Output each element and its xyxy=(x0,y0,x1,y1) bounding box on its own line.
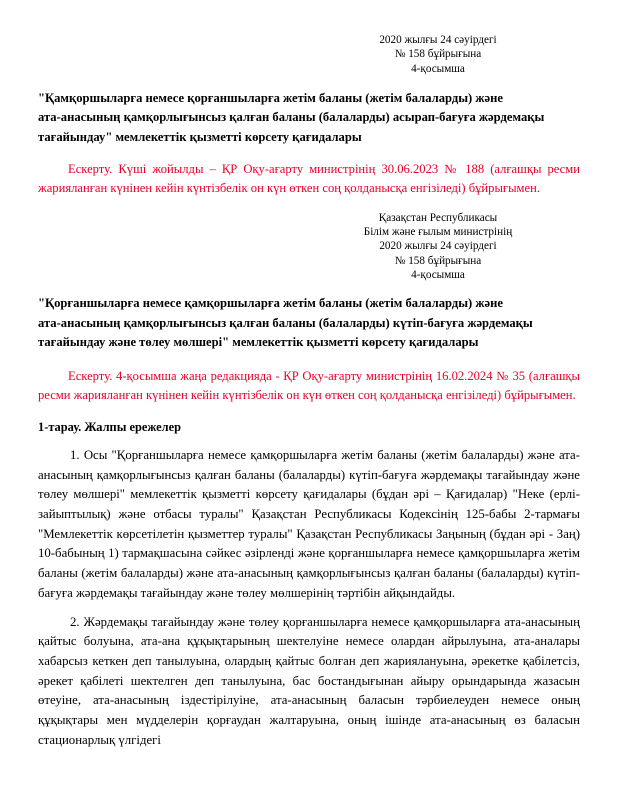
paragraph-2: 2. Жәрдемақы тағайындау және төлеу қорғаншыларға немесе қамқоршыларға ата-анасының қайтыс болуына, ата-ана құқықтарының шектелуіне немесе олардан айрылуына, ата-аналары хабарсыз кеткен деп танылуына, олардың қайтыс болған деп жариялануына, әрекетке қабілетсіз, әрекет қабілеті шектелген деп танылуына, бас бостандығынан айыру орындарында жазасын өтеуіне, ата-анасының іздестірілуіне, ата-анасының баласын тәрбиелеуден немесе оның құқықтары мен мүдделерін қорғаудан жалтаруына, оның ішінде ата-анасының өз баласын стационарлық үлгідегі xyxy=(38,614,580,747)
header-ref-1-line-3: 4-қосымша xyxy=(411,62,465,75)
header-reference-block-2 xyxy=(38,211,580,282)
document-title-1 xyxy=(38,89,580,148)
header-ref-2-line-1: Қазақстан Республикасы xyxy=(378,211,498,224)
spacer-between-paragraphs xyxy=(38,604,580,613)
spacer-after-ref-1 xyxy=(38,76,580,89)
header-reference-block-1-inner xyxy=(379,33,496,76)
paragraph-1: 1. Осы "Қорғаншыларға немесе қамқоршыларға жетім баланы (жетім балаларды) және ата-анасының қамқорлығынсыз қалған баланы (балаларды) күтіп-бағуға жәрдемақы тағайындау және төлеу мөлшері" мемлекеттік қызметті көрсету қағидалары (бұдан әрі – Қағидалар) "Неке (ерлі-зайыптылық) және отбасы туралы" Қазақстан Республикасы Кодексінің 125-бабы 2-тармағы "Мемлекеттік көрсетілетін қызметтер туралы" Қазақстан Республикасы Заңының (бұдан әрі - Заң) 10-бабының 1) тармақшасына сәйкес әзірленді және қорғаншыларға немесе қамқоршыларға жетім баланы (жетім балаларды) және ата-анасының қамқорлығынсыз қалған баланы (балаларды) күтіп-бағуға жәрдемақы тағайындау және төлеу мөлшерінің тәртібін айқындайды. xyxy=(38,447,580,600)
header-ref-1-line-2: № 158 бұйрығына xyxy=(394,48,482,61)
document-title-2-line-3: тағайындау және төлеу мөлшері" мемлекеттік қызметті көрсету қағидалары xyxy=(38,335,479,350)
document-title-1-line-1: "Қамқоршыларға немесе қорғаншыларға жетім баланы (жетім балаларды) және xyxy=(38,90,503,105)
header-ref-2-line-3: 2020 жылғы 24 сәуірдегі xyxy=(379,240,497,253)
header-reference-block-2-inner xyxy=(364,211,512,282)
document-title-2 xyxy=(38,294,580,353)
spacer-after-note-1 xyxy=(38,199,580,211)
spacer-after-chapter xyxy=(38,435,580,446)
header-ref-1-line-1: 2020 жылғы 24 сәуірдегі xyxy=(379,34,497,46)
header-ref-2-line-5: 4-қосымша xyxy=(411,268,465,281)
spacer-after-note-2 xyxy=(38,406,580,419)
spacer-top xyxy=(38,0,580,33)
header-ref-2-line-4: № 158 бұйрығына xyxy=(394,254,482,267)
spacer-after-ref-2 xyxy=(38,282,580,294)
document-content xyxy=(38,0,580,750)
amendment-note-1: Ескерту. Күші жойылды – ҚР Оқу-ағарту министрінің 30.06.2023 № 188 (алғашқы ресми жарияланған күнінен кейін күнтізбелік он күн өткен соң қолданысқа енгізіледі) бұйрығымен. xyxy=(38,161,580,196)
document-title-1-line-2: ата-анасының қамқорлығынсыз қалған баланы (балаларды) асырап-бағуға жәрдемақы xyxy=(38,110,545,125)
document-title-1-line-3: тағайындау" мемлекеттік қызметті көрсету қағидалары xyxy=(38,130,362,145)
amendment-note-2: Ескерту. 4-қосымша жаңа редакцияда - ҚР Оқу-ағарту министрінің 16.02.2024 № 35 (алғашқы ресми жарияланған күнінен кейін күнтізбелік он күн өткен соң қолданысқа енгізіледі) бұйрығымен. xyxy=(38,368,580,403)
spacer-after-title-2 xyxy=(38,353,580,367)
chapter-heading-1: 1-тарау. Жалпы ережелер xyxy=(38,419,182,434)
header-ref-2-line-2: Білім және ғылым министрінің xyxy=(363,225,513,238)
header-reference-block-1 xyxy=(38,33,580,76)
document-title-2-line-1: "Қорғаншыларға немесе қамқоршыларға жетім баланы (жетім балаларды) және xyxy=(38,296,503,311)
document-title-2-line-2: ата-анасының қамқорлығынсыз қалған баланы (балаларды) күтіп-бағуға жәрдемақы xyxy=(38,315,533,330)
spacer-after-title-1 xyxy=(38,148,580,160)
